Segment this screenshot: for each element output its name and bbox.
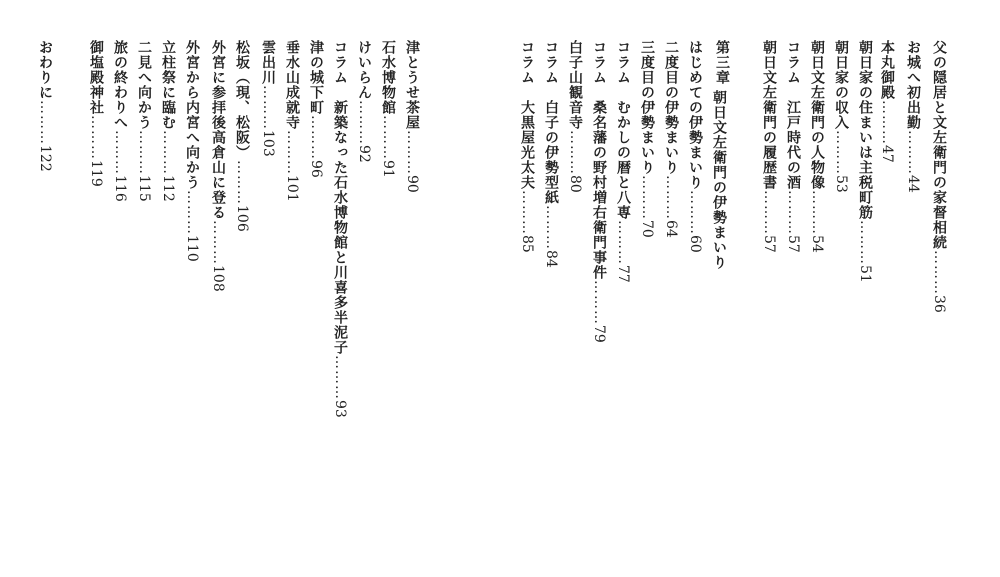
leader-dots: ……… [356,100,372,145]
leader-dots: ……… [184,190,200,235]
toc-entry-title: けいらん [356,40,372,100]
toc-entry [38,40,52,172]
toc-entry [858,40,872,283]
page-number: 85 [519,235,535,253]
leader-dots: ……… [112,130,128,175]
toc-entry-title: 二見へ向かう [136,40,152,130]
leader-dots: ……… [308,115,324,160]
leader-dots: ……… [879,100,895,145]
leader-dots: ……… [931,250,947,295]
toc-entry [932,40,946,313]
toc-entry-title: コラム むかしの暦と八専 [615,40,631,220]
leader-dots: ……… [210,220,226,265]
toc-entry-title: コラム 大黒屋光太夫 [519,40,535,190]
page-number: 53 [833,175,849,193]
toc-entry-title: 旅の終わりへ [112,40,128,130]
toc-entry-title: 立柱祭に臨む [160,40,176,130]
toc-entry-title: 二度目の伊勢まいり [663,40,679,175]
toc-entry-title: 雲出川 [260,40,276,85]
toc-entry [309,40,323,178]
leader-dots: ……… [567,130,583,175]
page-number: 106 [234,205,250,232]
page-number: 64 [663,220,679,238]
toc-entry-title: 朝日家の収入 [833,40,849,130]
page-number: 51 [857,265,873,283]
toc-entry-title: 朝日文左衛門の履歴書 [761,40,777,190]
leader-dots: ……… [543,205,559,250]
leader-dots: ……… [519,190,535,235]
leader-dots: ……… [136,130,152,175]
toc-entry [185,40,199,262]
page-number: 103 [260,130,276,157]
page-number: 57 [761,235,777,253]
toc-entry-title: 三度目の伊勢まいり [639,40,655,175]
toc-entry-title: 津とうせ茶屋 [404,40,420,130]
toc-entry [906,40,920,193]
toc-entry [235,40,249,232]
toc-entry [211,40,225,292]
page-number: 96 [308,160,324,178]
toc-entry [381,40,395,178]
toc-entry [137,40,151,202]
page-number: 47 [879,145,895,163]
toc-entry-title: 本丸御殿 [879,40,895,100]
toc-entry-title: おわりに [37,40,53,100]
page-number: 80 [567,175,583,193]
toc-entry-title: 朝日文左衛門の伊勢まいり [711,90,727,270]
toc-entry [544,40,558,268]
leader-dots: ……… [88,115,104,160]
page-number: 119 [88,160,104,187]
toc-entry-title: 石水博物館 [380,40,396,115]
chapter-heading: 第三章 [714,40,730,85]
page-number: 79 [591,325,607,343]
leader-dots: ……… [639,175,655,220]
toc-entry [810,40,824,253]
toc-entry-title: 御塩殿神社 [88,40,104,115]
toc-entry-title: コラム 新築なった石水博物館と川喜多半泥子 [332,40,348,355]
leader-dots: ……… [37,100,53,145]
toc-entry [357,40,371,163]
page-number: 36 [931,295,947,313]
toc-entry [568,40,582,193]
toc-entry [89,40,103,187]
toc-entry [285,40,299,202]
page-number: 116 [112,175,128,202]
leader-dots: ……… [332,355,348,400]
leader-dots: ……… [591,280,607,325]
leader-dots: ……… [785,190,801,235]
page-number: 90 [404,175,420,193]
page-number: 92 [356,145,372,163]
toc-entry [616,40,630,283]
leader-dots: ……… [260,85,276,130]
toc-entry-title: 朝日家の住まいは主税町筋 [857,40,873,220]
leader-dots: ……… [380,115,396,160]
page-number: 44 [905,175,921,193]
page-number: 112 [160,175,176,202]
toc-entry [261,40,275,157]
page-number: 101 [284,175,300,202]
toc-entry-title: 津の城下町 [308,40,324,115]
page-number: 115 [136,175,152,202]
toc-entry [786,40,800,253]
page-number: 60 [687,235,703,253]
toc-entry-title: 外宮に参拝後高倉山に登る [210,40,226,220]
toc-entry [880,40,894,163]
leader-dots: ……… [857,220,873,265]
leader-dots: ……… [160,130,176,175]
toc-entry [712,90,726,270]
toc-entry [333,40,347,418]
page-number: 110 [184,235,200,262]
page-number: 91 [380,160,396,178]
toc-entry [592,40,606,343]
toc-entry [834,40,848,193]
toc-entry-title: 外宮から内宮へ向かう [184,40,200,190]
toc-entry-title: お城へ初出勤 [905,40,921,130]
toc-entry [113,40,127,202]
page-number: 57 [785,235,801,253]
page-number: 93 [332,400,348,418]
page-number: 54 [809,235,825,253]
toc-entry [161,40,175,202]
leader-dots: ……… [809,190,825,235]
leader-dots: ……… [905,130,921,175]
page-number: 77 [615,265,631,283]
toc-entry-title: 垂水山成就寺 [284,40,300,130]
page-number: 122 [37,145,53,172]
toc-entry-title: 朝日文左衛門の人物像 [809,40,825,190]
page-number: 70 [639,220,655,238]
toc-entry-title: 白子山観音寺 [567,40,583,130]
toc-entry [688,40,702,253]
toc-entry-title: 父の隠居と文左衛門の家督相続 [931,40,947,250]
leader-dots: ……… [404,130,420,175]
leader-dots: ……… [615,220,631,265]
toc-entry-title: コラム 江戸時代の酒 [785,40,801,190]
toc-entry [664,40,678,238]
leader-dots: ……… [663,175,679,220]
leader-dots: ……… [761,190,777,235]
toc-entry [640,40,654,238]
leader-dots: ……… [833,130,849,175]
toc-entry [520,40,534,253]
page-number: 108 [210,265,226,292]
toc-entry-title: コラム 桑名藩の野村増右衛門事件 [591,40,607,280]
leader-dots: ……… [234,160,250,205]
leader-dots: ……… [687,190,703,235]
toc-entry [762,40,776,253]
toc-entry-title: コラム 白子の伊勢型紙 [543,40,559,205]
page-number: 84 [543,250,559,268]
toc-entry-title: はじめての伊勢まいり [687,40,703,190]
toc-entry [405,40,419,193]
toc-entry-title: 松坂（現、松阪） [234,40,250,160]
leader-dots: ……… [284,130,300,175]
